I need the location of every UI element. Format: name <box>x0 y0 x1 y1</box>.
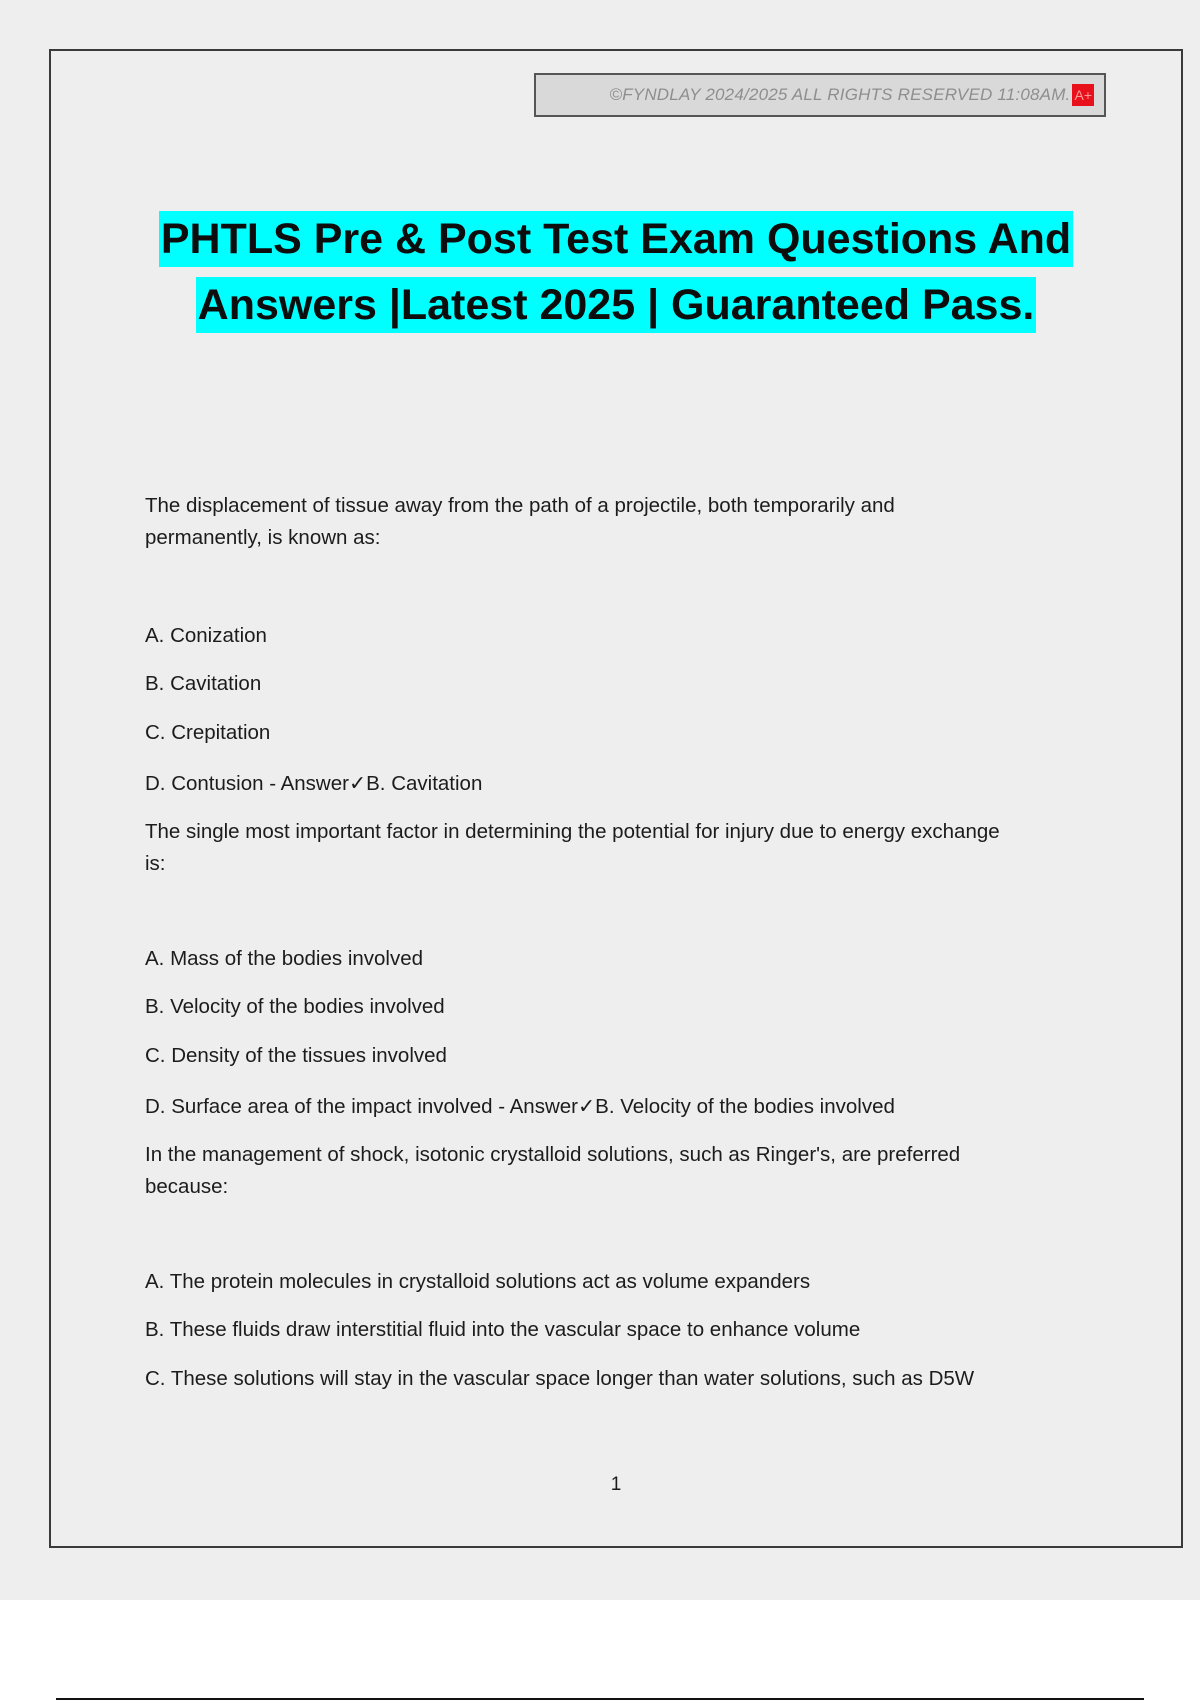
q1-option-a: A. Conization <box>145 624 267 647</box>
copyright-banner <box>534 73 1106 117</box>
q2-option-b: B. Velocity of the bodies involved <box>145 995 445 1018</box>
q2-option-a: A. Mass of the bodies involved <box>145 947 424 970</box>
q2-option-d-answer: D. Surface area of the impact involved - Answer✓B. Velocity of the bodies involved <box>145 1095 895 1118</box>
q1-option-b: B. Cavitation <box>145 672 262 695</box>
q1-prompt-line-1: The displacement of tissue away from the path of a projectile, both temporarily and <box>145 494 895 517</box>
document-title <box>60 206 1172 338</box>
q3-option-c: C. These solutions will stay in the vascular space longer than water solutions, such as D5W <box>145 1367 975 1390</box>
title-line-1: PHTLS Pre & Post Test Exam Questions And <box>159 211 1073 267</box>
page-number: 1 <box>610 1474 622 1495</box>
copyright-text: ©FYNDLAY 2024/2025 ALL RIGHTS RESERVED 11:08AM. <box>609 85 1071 104</box>
title-line-2: Answers |Latest 2025 | Guaranteed Pass. <box>196 277 1037 333</box>
q3-option-a: A. The protein molecules in crystalloid solutions act as volume expanders <box>145 1270 811 1293</box>
q2-prompt-line-2: is: <box>145 852 166 875</box>
q3-prompt-line-1: In the management of shock, isotonic crystalloid solutions, such as Ringer's, are preferred <box>145 1143 961 1166</box>
q2-prompt-line-1: The single most important factor in determining the potential for injury due to energy exchange <box>145 820 1000 843</box>
q1-option-c: C. Crepitation <box>145 721 271 744</box>
grade-badge: A+ <box>1072 84 1094 106</box>
q1-prompt-line-2: permanently, is known as: <box>145 526 381 549</box>
q3-prompt-line-2: because: <box>145 1175 229 1198</box>
q2-option-c: C. Density of the tissues involved <box>145 1044 447 1067</box>
q1-option-d-answer: D. Contusion - Answer✓B. Cavitation <box>145 772 483 795</box>
q3-option-b: B. These fluids draw interstitial fluid into the vascular space to enhance volume <box>145 1318 861 1341</box>
